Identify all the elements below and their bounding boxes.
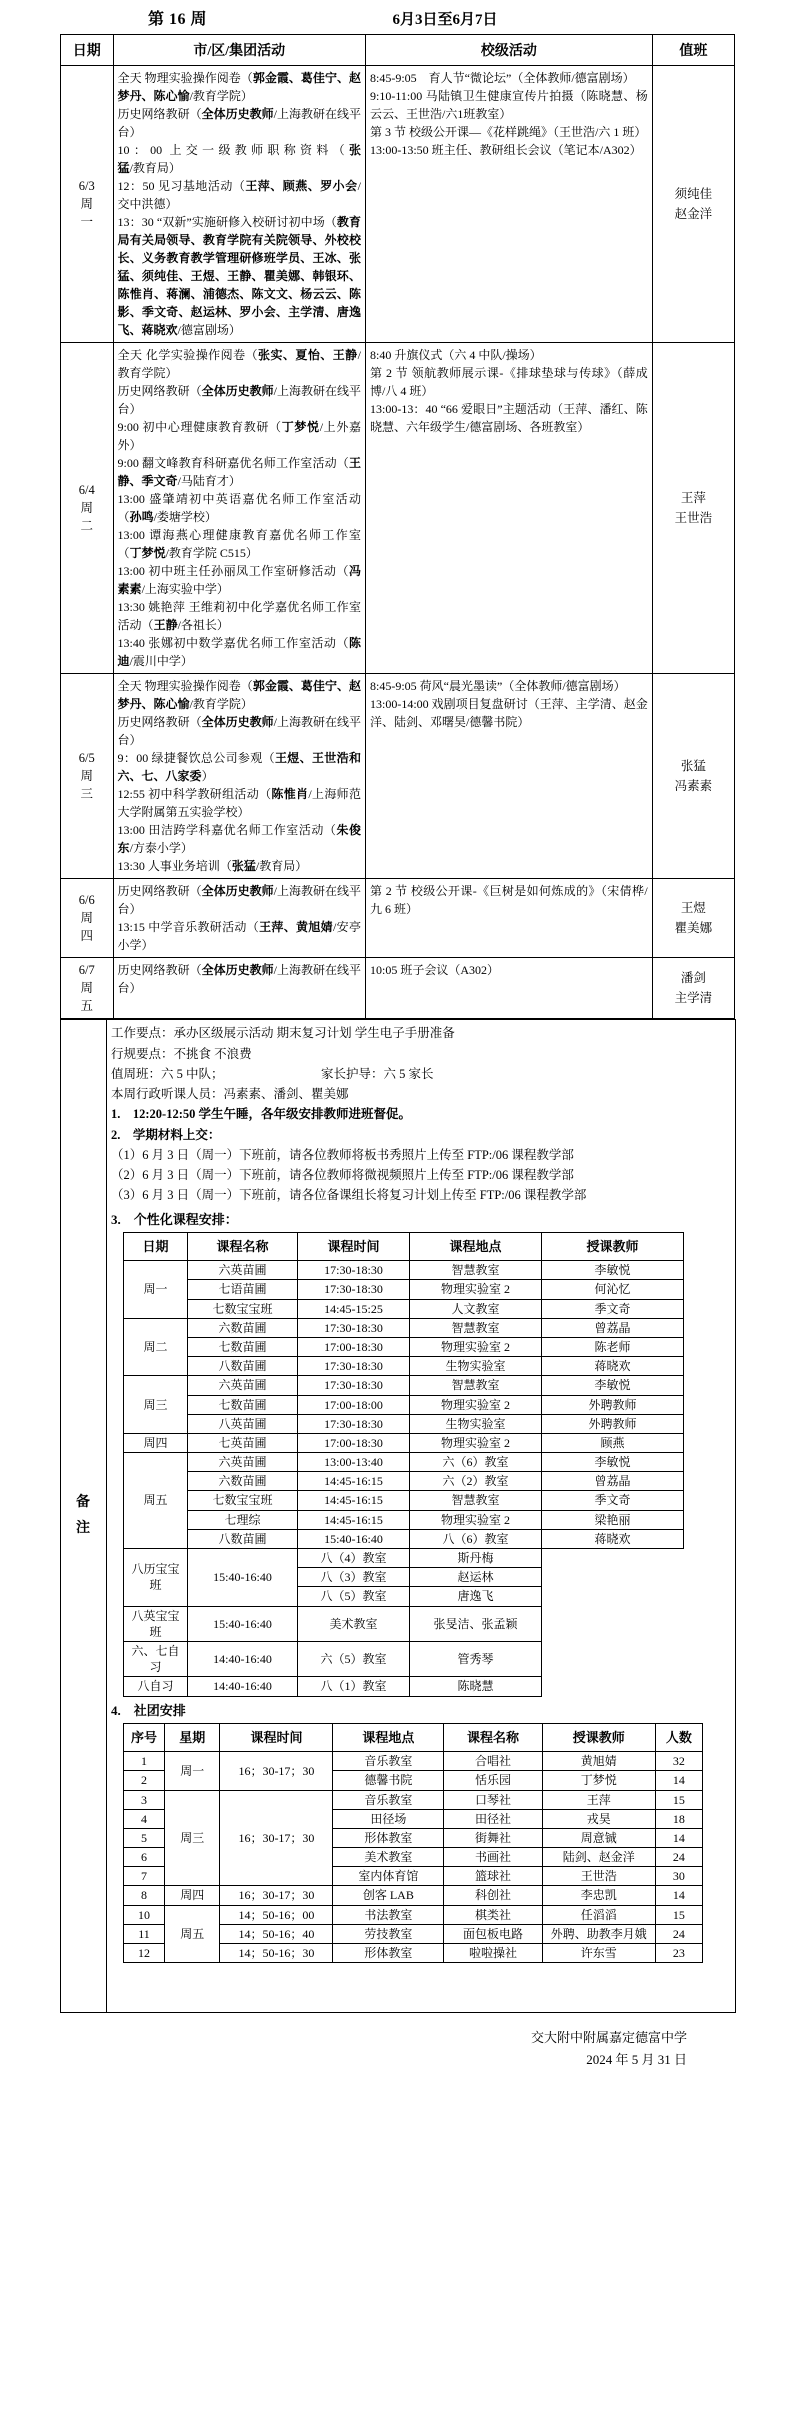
- club-column-header: 课程名称: [444, 1723, 543, 1752]
- club-column-header: 星期: [165, 1723, 220, 1752]
- personal-course-cell: 15:40-16:40: [188, 1606, 298, 1641]
- personal-course-cell: 管秀琴: [410, 1641, 542, 1676]
- club-cell: 创客 LAB: [333, 1886, 444, 1905]
- club-name-cell: 口琴社: [444, 1790, 543, 1809]
- personal-course-row: [124, 1357, 684, 1376]
- personal-course-row: [124, 1280, 684, 1299]
- personal-course-cell: 14:40-16:40: [188, 1641, 298, 1676]
- club-cell: 16；30-17；30: [220, 1886, 333, 1905]
- duty-person: 瞿美娜: [674, 921, 713, 935]
- city-activity-cell: [113, 674, 365, 879]
- personal-course-cell: 七数苗圃: [188, 1395, 298, 1414]
- duty-cell: [652, 343, 734, 674]
- club-column-header: 人数: [655, 1723, 702, 1752]
- personal-course-cell: 17:00-18:00: [298, 1395, 410, 1414]
- personal-course-cell: 蒋晓欢: [542, 1529, 684, 1548]
- activity-item: 全天 化学实验操作阅卷（张实、夏怡、王静/教育学院）: [117, 348, 361, 380]
- notes-cell: [107, 1020, 736, 2013]
- personal-course-cell: 智慧教室: [410, 1376, 542, 1395]
- remark-label-cell: [61, 1020, 107, 2013]
- personal-course-row: [124, 1433, 684, 1452]
- club-location-cell: 音乐教室: [333, 1752, 444, 1771]
- club-cell: 14: [655, 1886, 702, 1905]
- activity-item: 13:00 田洁跨学科嘉优名师工作室活动（朱俊东/方泰小学）: [117, 823, 361, 855]
- personalized-course-table: [123, 1232, 684, 1697]
- personal-course-cell: 八（4）教室: [298, 1549, 410, 1568]
- club-cell: 棋类社: [444, 1905, 543, 1924]
- day-date-cell: 6/6 周 四: [61, 879, 114, 958]
- personal-column-header: 课程时间: [298, 1232, 410, 1261]
- activity-item: 历史网络教研（全体历史教师/上海教研在线平台）: [117, 384, 361, 416]
- club-index-cell: 10: [124, 1905, 165, 1924]
- club-cell: 任滔滔: [542, 1905, 655, 1924]
- duty-person: 张猛: [680, 759, 706, 773]
- personal-course-cell: 美术教室: [298, 1606, 410, 1641]
- personal-course-cell: 八数苗圃: [188, 1357, 298, 1376]
- activity-item: 全天 物理实验操作阅卷（郭金霞、葛佳宁、赵梦丹、陈心愉/教育学院）: [117, 679, 361, 711]
- activity-item: 10:05 班子会议（A302）: [370, 963, 500, 977]
- personal-course-cell: 陈老师: [542, 1337, 684, 1356]
- club-cell: 科创社: [444, 1886, 543, 1905]
- personal-course-row: [124, 1510, 684, 1529]
- personal-course-row: [124, 1491, 684, 1510]
- activity-item: 13:30 人事业务培训（张猛/教育局）: [117, 859, 308, 873]
- club-teacher-cell: 戎昊: [542, 1809, 655, 1828]
- remark-row: [61, 1020, 736, 2013]
- club-index-cell: 7: [124, 1867, 165, 1886]
- schedule-day-row: [61, 879, 735, 958]
- activity-item: 9:00 初中心理健康教育教研（丁梦悦/上外嘉外）: [117, 420, 361, 452]
- remark-label-char-1: 备: [76, 1494, 91, 1510]
- schedule-day-row: [61, 66, 735, 343]
- club-column-header: 序号: [124, 1723, 165, 1752]
- club-row: [124, 1752, 703, 1771]
- duty-person: 须纯佳: [674, 187, 713, 201]
- club-cell: 许东雪: [542, 1944, 655, 1963]
- personal-course-cell: 17:30-18:30: [298, 1280, 410, 1299]
- club-teacher-cell: 陆剑、赵金洋: [542, 1848, 655, 1867]
- personal-course-row: [124, 1472, 684, 1491]
- school-activity-cell: [366, 958, 653, 1019]
- club-day-cell: 周一: [165, 1752, 220, 1790]
- personal-course-cell: 物理实验室 2: [410, 1337, 542, 1356]
- personal-column-header: 课程名称: [188, 1232, 298, 1261]
- activity-item: 13:00 盛肇靖初中英语嘉优名师工作室活动（孙鸣/娄塘学校）: [117, 492, 361, 524]
- personal-course-cell: 17:00-18:30: [298, 1433, 410, 1452]
- personal-course-cell: 陈晓慧: [410, 1677, 542, 1696]
- school-activity-cell: [366, 343, 653, 674]
- school-activity-cell: [366, 674, 653, 879]
- city-activity-cell: [113, 958, 365, 1019]
- duty-person: 赵金洋: [674, 207, 713, 221]
- club-row: [124, 1886, 703, 1905]
- activity-item: 13:15 中学音乐教研活动（王萍、黄旭婧/安亭小学）: [117, 920, 361, 952]
- activity-item: 历史网络教研（全体历史教师/上海教研在线平台）: [117, 884, 361, 916]
- activity-item: 13:00-13:50 班主任、教研组长会议（笔记本/A302）: [370, 143, 642, 157]
- personal-course-cell: 八历宝宝班: [124, 1549, 188, 1607]
- activity-item: 第 2 节 校级公开课-《巨树是如何炼成的》（宋倩桦/九 6 班）: [370, 884, 648, 916]
- activity-item: 8:45-9:05 育人节“微论坛”（全体教师/德富剧场）: [370, 71, 635, 85]
- personal-course-row: [124, 1549, 684, 1568]
- activity-item: 13:00 谭海燕心理健康教育嘉优名师工作室（丁梦悦/教育学院 C515）: [117, 528, 361, 560]
- club-count-cell: 18: [655, 1809, 702, 1828]
- personal-course-cell: 李敏悦: [542, 1453, 684, 1472]
- club-index-cell: 2: [124, 1771, 165, 1790]
- personal-course-cell: 17:30-18:30: [298, 1414, 410, 1433]
- club-cell: 面包板电路: [444, 1924, 543, 1943]
- personal-course-cell: 七数宝宝班: [188, 1299, 298, 1318]
- schedule-day-row: [61, 674, 735, 879]
- personal-course-cell: 张旻洁、张孟颖: [410, 1606, 542, 1641]
- city-activity-cell: [113, 66, 365, 343]
- duty-person: 潘剑: [680, 971, 706, 986]
- club-name-cell: 田径社: [444, 1809, 543, 1828]
- schedule-day-row: [61, 343, 735, 674]
- date-range: 6月3日至6月7日: [392, 12, 498, 28]
- personal-course-cell: 八（5）教室: [298, 1587, 410, 1606]
- school-activity-cell: [366, 879, 653, 958]
- personal-course-cell: 季文奇: [542, 1491, 684, 1510]
- personal-course-cell: 智慧教室: [410, 1261, 542, 1280]
- personal-header-row: [124, 1232, 684, 1261]
- personal-course-cell: 八（1）教室: [298, 1677, 410, 1696]
- club-teacher-cell: 黄旭婧: [542, 1752, 655, 1771]
- club-time-cell: 16；30-17；30: [220, 1752, 333, 1790]
- personal-course-cell: 物理实验室 2: [410, 1280, 542, 1299]
- personal-course-cell: 六（6）教室: [410, 1453, 542, 1472]
- personal-course-cell: 六数苗圃: [188, 1318, 298, 1337]
- personal-course-row: [124, 1453, 684, 1472]
- personal-course-row: [124, 1641, 684, 1676]
- personal-course-cell: 赵运林: [410, 1568, 542, 1587]
- personal-column-header: 课程地点: [410, 1232, 542, 1261]
- personal-course-cell: 六（5）教室: [298, 1641, 410, 1676]
- activity-item: 第 3 节 校级公开课—《花样跳绳》（王世浩/六 1 班）: [370, 125, 647, 139]
- personal-course-row: [124, 1337, 684, 1356]
- activity-item: 12：50 见习基地活动（王萍、顾燕、罗小会/交中洪德）: [117, 179, 361, 211]
- personal-course-cell: 七英苗圃: [188, 1433, 298, 1452]
- personal-course-cell: 生物实验室: [410, 1357, 542, 1376]
- note-item-4: 4. 社团安排: [111, 1702, 186, 1718]
- day-date-cell: 6/4 周 二: [61, 343, 114, 674]
- personal-course-cell: 七数宝宝班: [188, 1491, 298, 1510]
- table-header: [61, 35, 735, 66]
- activity-item: 10：00 上交一级教师职称资料（张猛/教育局）: [117, 143, 361, 175]
- activity-item: 9:00 翻文峰教育科研嘉优名师工作室活动（王静、季文奇/马陆育才）: [117, 456, 361, 488]
- personal-course-cell: 八自习: [124, 1677, 188, 1696]
- personal-course-cell: 何沁忆: [542, 1280, 684, 1299]
- day-date-cell: 6/3 周 一: [61, 66, 114, 343]
- club-location-cell: 田径场: [333, 1809, 444, 1828]
- club-cell: 8: [124, 1886, 165, 1905]
- personal-course-cell: 14:40-16:40: [188, 1677, 298, 1696]
- personal-course-cell: 物理实验室 2: [410, 1433, 542, 1452]
- personal-course-cell: 13:00-13:40: [298, 1453, 410, 1472]
- club-location-cell: 室内体育馆: [333, 1867, 444, 1886]
- personal-course-cell: 14:45-16:15: [298, 1510, 410, 1529]
- club-count-cell: 15: [655, 1790, 702, 1809]
- club-location-cell: 德馨书院: [333, 1771, 444, 1790]
- personal-course-cell: 外聘教师: [542, 1414, 684, 1433]
- personal-course-cell: 14:45-16:15: [298, 1491, 410, 1510]
- city-activity-cell: [113, 879, 365, 958]
- document-title-row: [60, 0, 735, 34]
- personal-course-row: [124, 1299, 684, 1318]
- personal-course-cell: 唐逸飞: [410, 1587, 542, 1606]
- club-day-cell: 周三: [165, 1790, 220, 1886]
- personal-course-cell: 七数苗圃: [188, 1337, 298, 1356]
- activity-item: 13:00-13：40 “66 爱眼日”主题活动（王萍、潘红、陈晓慧、六年级学生/德富剧场、各班教室）: [370, 402, 648, 434]
- duty-cell: [652, 66, 734, 343]
- note-item-3: 3. 个性化课程安排：: [111, 1211, 238, 1227]
- club-name-cell: 街舞社: [444, 1828, 543, 1847]
- club-index-cell: 1: [124, 1752, 165, 1771]
- personal-course-row: [124, 1677, 684, 1696]
- club-row: [124, 1790, 703, 1809]
- personal-course-cell: 梁艳丽: [542, 1510, 684, 1529]
- note-item-1: 1. 12:20-12:50 学生午睡，各年级安排教师进班督促。: [111, 1107, 411, 1122]
- remark-table: [60, 1019, 736, 2013]
- personal-course-cell: 八英宝宝班: [124, 1606, 188, 1641]
- activity-item: 全天 物理实验操作阅卷（郭金霞、葛佳宁、赵梦丹、陈心愉/教育学院）: [117, 71, 361, 103]
- club-cell: 劳技教室: [333, 1924, 444, 1943]
- personal-course-cell: 八英苗圃: [188, 1414, 298, 1433]
- activity-item: 9：00 绿捷餐饮总公司参观（王煜、王世浩和六、七、八家委）: [117, 751, 361, 783]
- activity-item: 13:40 张娜初中数学嘉优名师工作室活动（陈迪/震川中学）: [117, 636, 361, 668]
- club-index-cell: 12: [124, 1944, 165, 1963]
- school-activity-cell: [366, 66, 653, 343]
- personal-course-cell: 七理综: [188, 1510, 298, 1529]
- personal-course-body: [124, 1261, 684, 1696]
- club-index-cell: 5: [124, 1828, 165, 1847]
- day-date-cell: 6/7 周 五: [61, 958, 114, 1019]
- personal-course-cell: 六英苗圃: [188, 1376, 298, 1395]
- personal-day-cell: 周二: [124, 1318, 188, 1376]
- personal-course-cell: 物理实验室 2: [410, 1395, 542, 1414]
- personal-course-cell: 17:00-18:30: [298, 1337, 410, 1356]
- club-cell: 书法教室: [333, 1905, 444, 1924]
- week-number: 第 16 周: [147, 11, 207, 28]
- activity-item: 13:00-14:00 戏剧项目复盘研讨（王萍、主学清、赵金洋、陆剑、邓曙昊/德馨书院）: [370, 697, 648, 729]
- club-name-cell: 恬乐园: [444, 1771, 543, 1790]
- activity-item: 历史网络教研（全体历史教师/上海教研在线平台）: [117, 107, 361, 139]
- club-row: [124, 1905, 703, 1924]
- personal-course-cell: 17:30-18:30: [298, 1376, 410, 1395]
- personal-course-cell: 14:45-15:25: [298, 1299, 410, 1318]
- personal-course-cell: 季文奇: [542, 1299, 684, 1318]
- club-index-cell: 11: [124, 1924, 165, 1943]
- club-column-header: 课程时间: [220, 1723, 333, 1752]
- personal-course-cell: 李敏悦: [542, 1261, 684, 1280]
- personal-column-header: 授课教师: [542, 1232, 684, 1261]
- note-item-2-sub-3: （3）6 月 3 日（周一）下班前，请各位备课组长将复习计划上传至 FTP:/06 课程教学部: [111, 1188, 587, 1203]
- club-index-cell: 4: [124, 1809, 165, 1828]
- column-header-city-activity: 市/区/集团活动: [113, 35, 365, 66]
- document-footer: [60, 2027, 735, 2071]
- activity-item: 13:00 初中班主任孙丽凤工作室研修活动（冯素素/上海实验中学）: [117, 564, 361, 596]
- personal-course-cell: 智慧教室: [410, 1491, 542, 1510]
- duty-cell: [652, 879, 734, 958]
- club-table: [123, 1723, 703, 1964]
- schedule-body: [61, 66, 735, 1019]
- parent-escort: 家长护导：六 5 家长: [321, 1066, 434, 1081]
- personal-course-cell: 六英苗圃: [188, 1453, 298, 1472]
- club-teacher-cell: 周意铖: [542, 1828, 655, 1847]
- column-header-date: 日期: [61, 35, 114, 66]
- column-header-school-activity: 校级活动: [366, 35, 653, 66]
- club-header-row: [124, 1723, 703, 1752]
- personal-course-cell: 顾燕: [542, 1433, 684, 1452]
- activity-item: 历史网络教研（全体历史教师/上海教研在线平台）: [117, 715, 361, 747]
- column-header-duty: 值班: [652, 35, 734, 66]
- club-time-cell: 16；30-17；30: [220, 1790, 333, 1886]
- duty-line: [111, 1064, 731, 1084]
- note-item-2-sub-2: （2）6 月 3 日（周一）下班前，请各位教师将微视频照片上传至 FTP:/06 课程教学部: [111, 1168, 574, 1183]
- personal-day-cell: 周三: [124, 1376, 188, 1434]
- work-points: 工作要点：承办区级展示活动 期末复习计划 学生电子手册准备: [111, 1026, 455, 1041]
- club-cell: 形体教室: [333, 1944, 444, 1963]
- city-activity-cell: [113, 343, 365, 674]
- club-cell: 周四: [165, 1886, 220, 1905]
- duty-person: 冯素素: [674, 779, 713, 793]
- schedule-day-row: [61, 958, 735, 1019]
- personal-course-row: [124, 1414, 684, 1433]
- personal-course-cell: 生物实验室: [410, 1414, 542, 1433]
- activity-item: 8:45-9:05 荷风“晨光墨读”（全体教师/德富剧场）: [370, 679, 626, 693]
- club-count-cell: 32: [655, 1752, 702, 1771]
- personal-course-cell: 李敏悦: [542, 1376, 684, 1395]
- personal-course-cell: 14:45-16:15: [298, 1472, 410, 1491]
- duty-person: 主学清: [674, 991, 713, 1006]
- club-name-cell: 篮球社: [444, 1867, 543, 1886]
- club-name-cell: 合唱社: [444, 1752, 543, 1771]
- club-cell: 15: [655, 1905, 702, 1924]
- personal-column-header: 日期: [124, 1232, 188, 1261]
- personal-course-cell: 曾荔晶: [542, 1318, 684, 1337]
- weekly-schedule-table: [60, 34, 735, 1019]
- club-teacher-cell: 丁梦悦: [542, 1771, 655, 1790]
- duty-cell: [652, 958, 734, 1019]
- duty-person: 王萍: [680, 491, 706, 505]
- club-cell: 李忠凯: [542, 1886, 655, 1905]
- day-date-cell: 6/5 周 三: [61, 674, 114, 879]
- activity-item: 8:40 升旗仪式（六 4 中队/操场）: [370, 348, 542, 362]
- activity-item: 第 2 节 领航教师展示课-《排球垫球与传球》（薛成博/八 4 班）: [370, 366, 648, 398]
- personal-course-cell: 七语苗圃: [188, 1280, 298, 1299]
- notes-spacer: [111, 1965, 731, 2009]
- club-cell: 24: [655, 1924, 702, 1943]
- personal-course-row: [124, 1376, 684, 1395]
- personal-day-cell: 周四: [124, 1433, 188, 1452]
- club-location-cell: 美术教室: [333, 1848, 444, 1867]
- activity-item: 12:55 初中科学教研组活动（陈惟肖/上海师范大学附属第五实验学校）: [117, 787, 361, 819]
- activity-item: 13:30 姚艳萍 王维莉初中化学嘉优名师工作室活动（王静/各祖长）: [117, 600, 361, 632]
- personal-course-cell: 17:30-18:30: [298, 1261, 410, 1280]
- duty-cell: [652, 674, 734, 879]
- duty-person: 王世浩: [674, 511, 713, 525]
- personal-course-row: [124, 1318, 684, 1337]
- personal-course-cell: 六（2）教室: [410, 1472, 542, 1491]
- club-index-cell: 3: [124, 1790, 165, 1809]
- personal-course-cell: 智慧教室: [410, 1318, 542, 1337]
- personal-course-row: [124, 1606, 684, 1641]
- personal-course-cell: 15:40-16:40: [298, 1529, 410, 1548]
- personal-course-cell: 人文教室: [410, 1299, 542, 1318]
- activity-item: 历史网络教研（全体历史教师/上海教研在线平台）: [117, 963, 361, 995]
- club-cell: 外聘、助教李月娥: [542, 1924, 655, 1943]
- club-location-cell: 形体教室: [333, 1828, 444, 1847]
- personal-course-cell: 17:30-18:30: [298, 1318, 410, 1337]
- personal-course-cell: 蒋晓欢: [542, 1357, 684, 1376]
- personal-course-cell: 物理实验室 2: [410, 1510, 542, 1529]
- personal-course-row: [124, 1261, 684, 1280]
- footer-date: 2024 年 5 月 31 日: [586, 2052, 687, 2068]
- personal-course-row: [124, 1529, 684, 1548]
- club-column-header: 课程地点: [333, 1723, 444, 1752]
- activity-item: 13：30 “双新”实施研修入校研讨初中场（教育局有关局领导、教育学院有关院领导、外校校长、义务教育教学管理研修班学员、王冰、张猛、须纯佳、王煜、王静、瞿美娜、韩银环、陈惟肖、蒋澜、浦德杰、陈文文、杨云云、陈影、季文奇、赵运林、罗小会、主学清、唐逸飞、蒋晓欢/德富剧场）: [117, 215, 361, 337]
- personal-course-cell: 外聘教师: [542, 1395, 684, 1414]
- club-index-cell: 6: [124, 1848, 165, 1867]
- personal-course-cell: 八（6）教室: [410, 1529, 542, 1548]
- duty-week: 值周班：六 5 中队；: [111, 1066, 224, 1081]
- personal-course-cell: 曾荔晶: [542, 1472, 684, 1491]
- personal-course-cell: 六数苗圃: [188, 1472, 298, 1491]
- personal-course-cell: 六、七自习: [124, 1641, 188, 1676]
- club-body: [124, 1752, 703, 1963]
- club-cell: 14；50-16；00: [220, 1905, 333, 1924]
- personal-course-cell: 斯丹梅: [410, 1549, 542, 1568]
- club-name-cell: 书画社: [444, 1848, 543, 1867]
- club-cell: 14；50-16；30: [220, 1944, 333, 1963]
- personal-day-cell: 周一: [124, 1261, 188, 1319]
- header-row: [61, 35, 735, 66]
- club-cell: 啦啦操社: [444, 1944, 543, 1963]
- personal-course-cell: 六英苗圃: [188, 1261, 298, 1280]
- club-column-header: 授课教师: [542, 1723, 655, 1752]
- club-count-cell: 14: [655, 1828, 702, 1847]
- club-teacher-cell: 王萍: [542, 1790, 655, 1809]
- personal-day-cell: 周五: [124, 1453, 188, 1549]
- conduct-points: 行规要点：不挑食 不浪费: [111, 1046, 252, 1061]
- club-count-cell: 14: [655, 1771, 702, 1790]
- personal-course-cell: 15:40-16:40: [188, 1549, 298, 1607]
- club-day-cell: 周五: [165, 1905, 220, 1963]
- note-item-2-sub-1: （1）6 月 3 日（周一）下班前，请各位教师将板书秀照片上传至 FTP:/06 课程教学部: [111, 1147, 574, 1162]
- personal-course-cell: 八数苗圃: [188, 1529, 298, 1548]
- personal-course-cell: 17:30-18:30: [298, 1357, 410, 1376]
- admin-observers: 本周行政听课人员：冯素素、潘剑、瞿美娜: [111, 1087, 349, 1102]
- personal-course-row: [124, 1395, 684, 1414]
- club-teacher-cell: 王世浩: [542, 1867, 655, 1886]
- club-cell: 14；50-16；40: [220, 1924, 333, 1943]
- duty-person: 王煜: [680, 901, 706, 915]
- personal-course-cell: 八（3）教室: [298, 1568, 410, 1587]
- club-count-cell: 30: [655, 1867, 702, 1886]
- remark-label-char-2: 注: [76, 1521, 91, 1537]
- note-item-2: 2. 学期材料上交：: [111, 1127, 221, 1142]
- footer-school-name: 交大附中附属嘉定德富中学: [530, 2030, 687, 2046]
- activity-item: 9:10-11:00 马陆镇卫生健康宣传片拍摄（陈晓慧、杨云云、王世浩/六1班教室）: [370, 89, 648, 121]
- club-location-cell: 音乐教室: [333, 1790, 444, 1809]
- club-count-cell: 24: [655, 1848, 702, 1867]
- club-cell: 23: [655, 1944, 702, 1963]
